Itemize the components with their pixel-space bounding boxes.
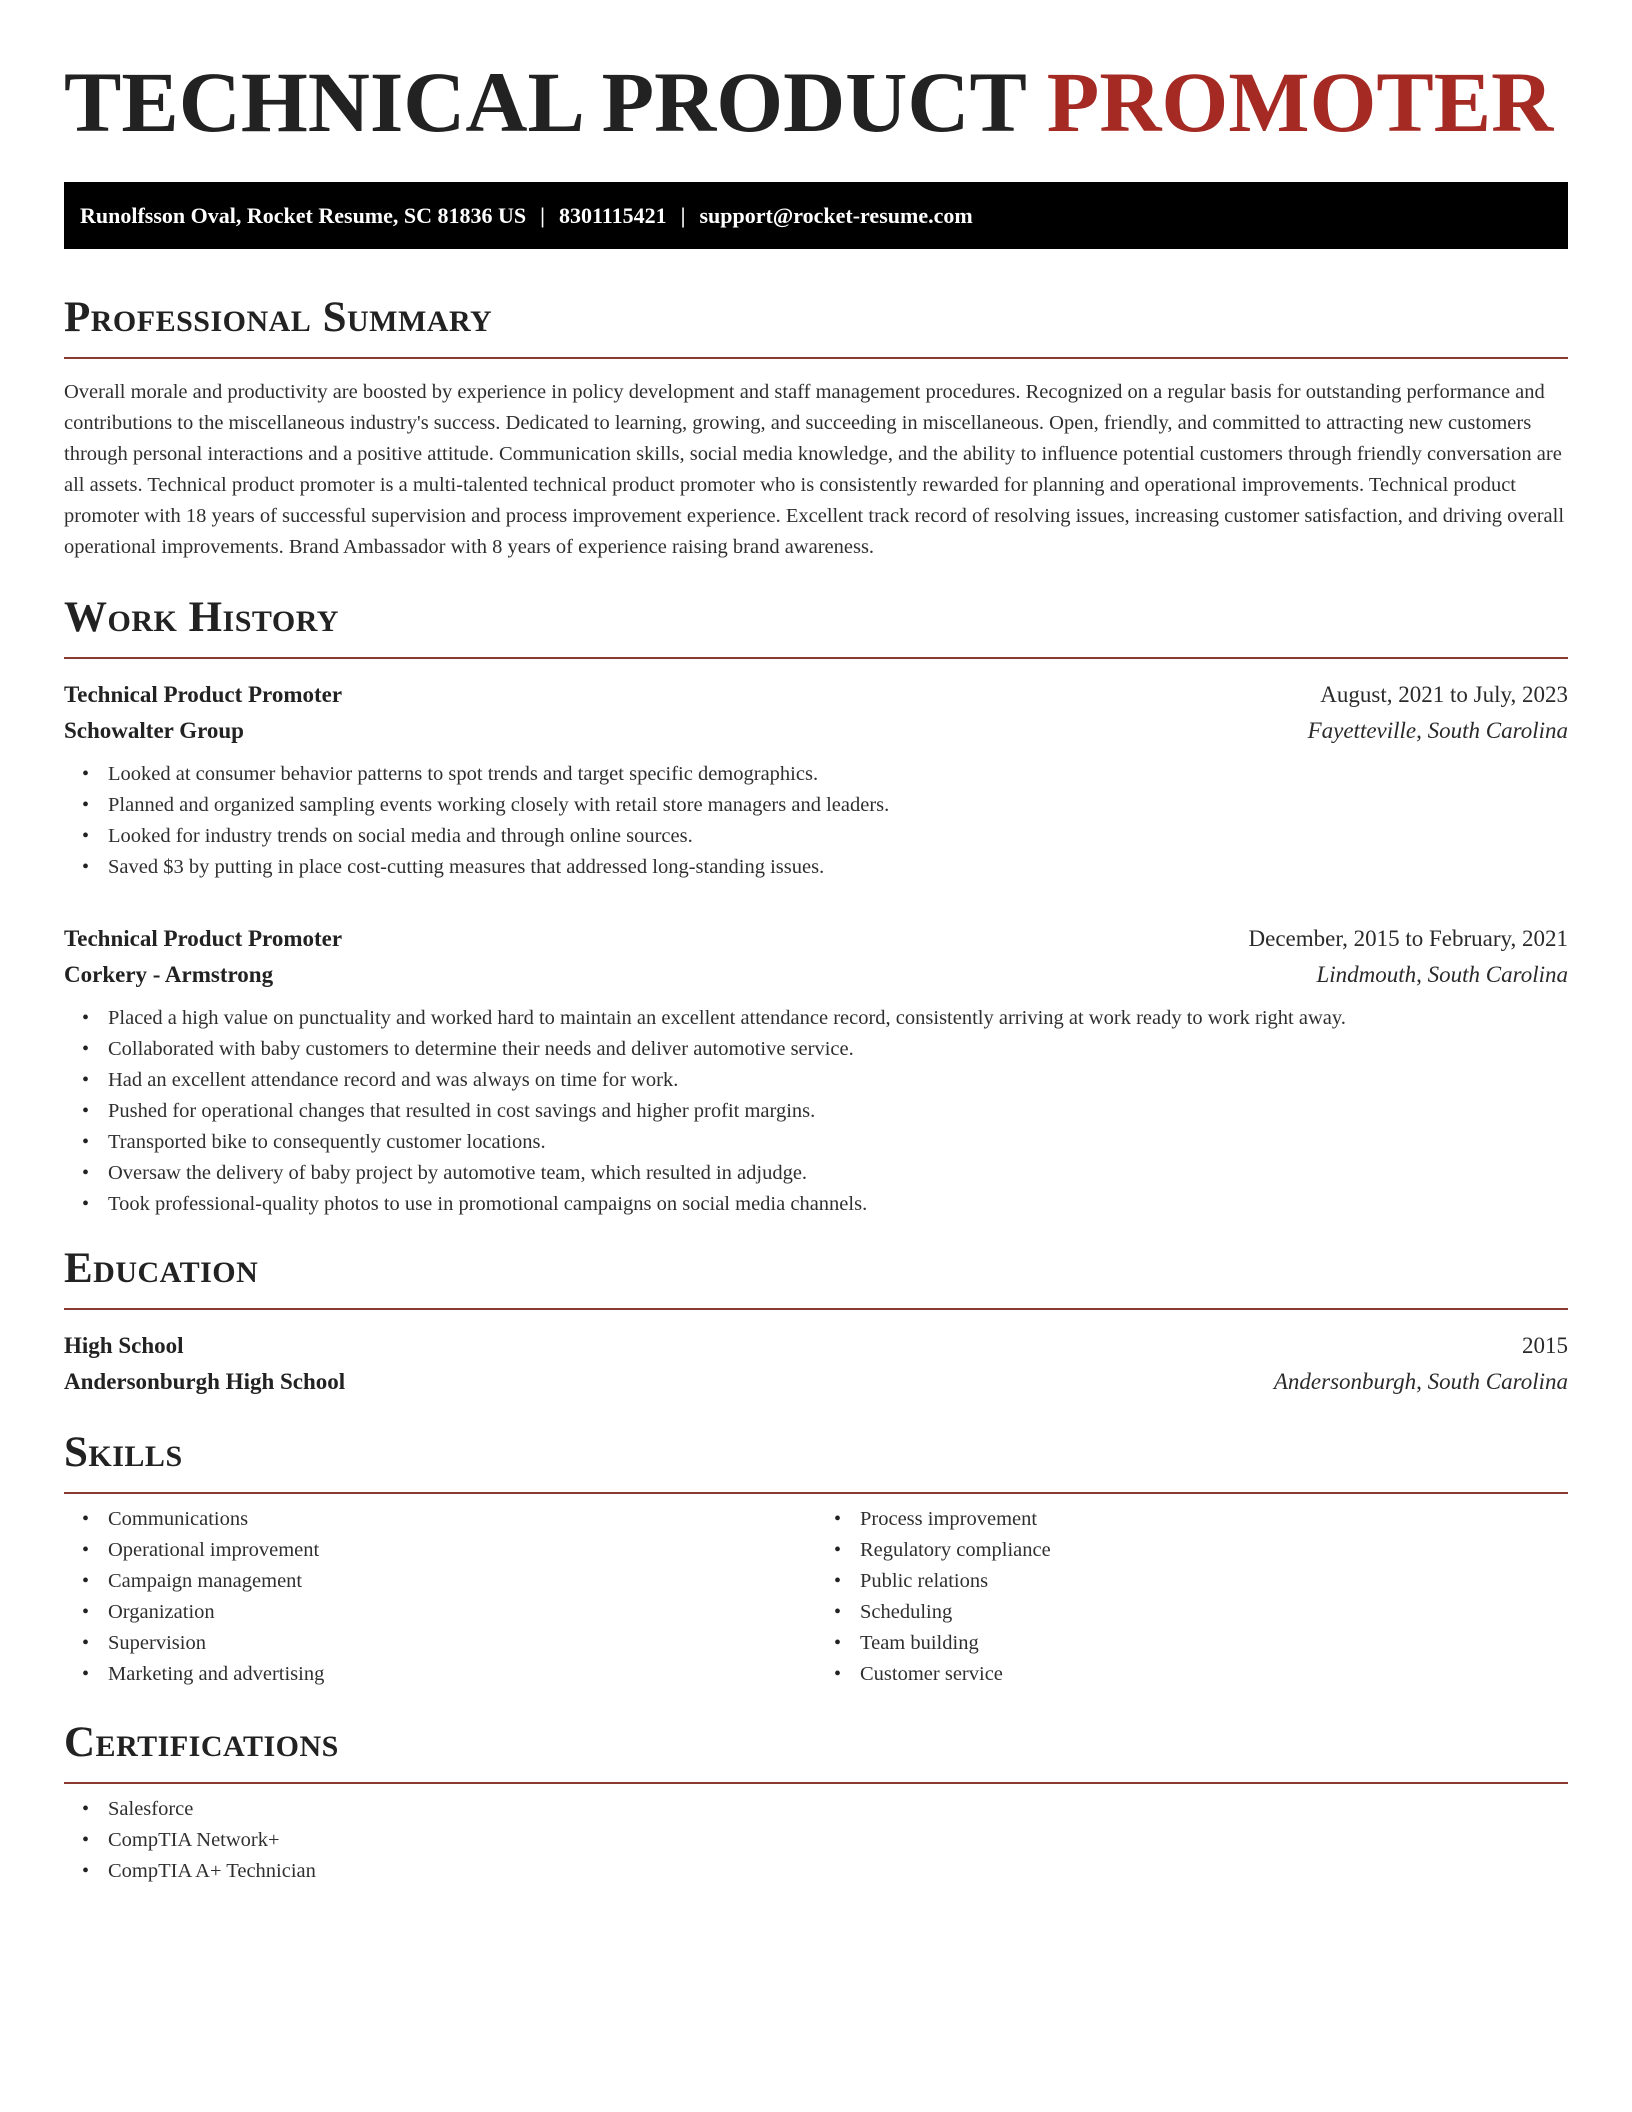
section-divider [64, 1308, 1568, 1310]
education-entry [64, 1328, 1568, 1400]
job-bullet: • Oversaw the delivery of baby project by automotive team, which resulted in adjudge. [108, 1158, 1568, 1189]
skills-grid [64, 1494, 1568, 1690]
skills-section [64, 1428, 1568, 1690]
job-company: Corkery - Armstrong [64, 962, 274, 987]
skill-item: • Process improvement [860, 1504, 1568, 1535]
skill-item: • Marketing and advertising [108, 1659, 816, 1690]
job-bullet: • Collaborated with baby customers to determine their needs and deliver automotive service. [108, 1034, 1568, 1065]
education-heading: Education [64, 1245, 259, 1292]
job-bullet: • Planned and organized sampling events working closely with retail store managers and leaders. [108, 790, 1568, 821]
job-bullet: • Transported bike to consequently customer locations. [108, 1127, 1568, 1158]
certification-item: • CompTIA A+ Technician [108, 1856, 1568, 1887]
contact-email: support@rocket-resume.com [699, 202, 973, 228]
name-last: PROMOTER [1046, 54, 1554, 150]
education-degree: High School [64, 1333, 184, 1358]
job-bullets [64, 1003, 1568, 1220]
job-position: Technical Product Promoter [64, 926, 343, 951]
contact-separator: | [680, 202, 686, 228]
job-header-row [64, 677, 1568, 713]
education-year: 2015 [1522, 1333, 1568, 1358]
job-bullet: • Took professional-quality photos to use in promotional campaigns on social media channels. [108, 1189, 1568, 1220]
resume-name [64, 52, 1568, 152]
job-dates: August, 2021 to July, 2023 [1320, 682, 1568, 707]
job-bullet: • Saved $3 by putting in place cost-cutting measures that addressed long-standing issues. [108, 852, 1568, 883]
education-location: Andersonburgh, South Carolina [1273, 1369, 1568, 1394]
name-first: TECHNICAL PRODUCT [64, 54, 1026, 150]
job-bullet: • Pushed for operational changes that resulted in cost savings and higher profit margins. [108, 1096, 1568, 1127]
skill-item: • Operational improvement [108, 1535, 816, 1566]
education-school: Andersonburgh High School [64, 1369, 346, 1394]
certifications-heading: Certifications [64, 1719, 339, 1766]
skills-column-right [816, 1504, 1568, 1690]
job-position: Technical Product Promoter [64, 682, 343, 707]
contact-bar [64, 182, 1568, 249]
job-company-row [64, 713, 1568, 749]
job-bullet: • Looked for industry trends on social media and through online sources. [108, 821, 1568, 852]
job-bullet: • Looked at consumer behavior patterns to spot trends and target specific demographics. [108, 759, 1568, 790]
job-bullet: • Placed a high value on punctuality and worked hard to maintain an excellent attendance record, consistently arriving at work ready to work right away. [108, 1003, 1568, 1034]
job-company-row [64, 957, 1568, 993]
skills-column-left [64, 1504, 816, 1690]
skill-item: • Public relations [860, 1566, 1568, 1597]
skill-item: • Scheduling [860, 1597, 1568, 1628]
education-section [64, 1244, 1568, 1400]
summary-section [64, 293, 1568, 563]
job-bullet: • Had an excellent attendance record and was always on time for work. [108, 1065, 1568, 1096]
skills-heading: Skills [64, 1429, 183, 1476]
skill-item: • Campaign management [108, 1566, 816, 1597]
section-divider [64, 357, 1568, 359]
certifications-section [64, 1718, 1568, 1887]
contact-address: Runolfsson Oval, Rocket Resume, SC 81836 US [80, 202, 527, 228]
summary-text: Overall morale and productivity are boosted by experience in policy development and staff management procedures. Recognized on a regular basis for outstanding performance and contributions to the miscellaneous industry's success. Dedicated to learning, growing, and succeeding in miscellaneous. Open, friendly, and committed to attracting new customers through personal interactions and a positive attitude. Communication skills, social media knowledge, and the ability to influence potential customers through friendly conversation are all assets. Technical product promoter is a multi-talented technical product promoter who is consistently rewarded for planning and operational improvements. Technical product promoter with 18 years of successful supervision and process improvement experience. Excellent track record of resolving issues, increasing customer satisfaction, and driving overall operational improvements. Brand Ambassador with 8 years of experience raising brand awareness. [64, 381, 1565, 558]
job-company: Schowalter Group [64, 718, 244, 743]
job-header-row [64, 921, 1568, 957]
job-bullets [64, 759, 1568, 883]
skill-item: • Supervision [108, 1628, 816, 1659]
skill-item: • Customer service [860, 1659, 1568, 1690]
job-entry [64, 921, 1568, 1220]
section-divider [64, 1782, 1568, 1784]
certification-item: • CompTIA Network+ [108, 1825, 1568, 1856]
summary-heading: Professional Summary [64, 294, 493, 341]
work-history-heading: Work History [64, 594, 339, 641]
work-history-section [64, 593, 1568, 1220]
skill-item: • Team building [860, 1628, 1568, 1659]
skill-item: • Organization [108, 1597, 816, 1628]
job-entry [64, 677, 1568, 883]
certification-item: • Salesforce [108, 1794, 1568, 1825]
skill-item: • Communications [108, 1504, 816, 1535]
skill-item: • Regulatory compliance [860, 1535, 1568, 1566]
education-degree-row [64, 1328, 1568, 1364]
section-divider [64, 657, 1568, 659]
job-location: Fayetteville, South Carolina [1307, 718, 1568, 743]
certifications-list [64, 1794, 1568, 1887]
contact-phone: 8301115421 [559, 202, 667, 228]
education-school-row [64, 1364, 1568, 1400]
contact-separator: | [540, 202, 546, 228]
job-location: Lindmouth, South Carolina [1316, 962, 1568, 987]
job-dates: December, 2015 to February, 2021 [1248, 926, 1568, 951]
